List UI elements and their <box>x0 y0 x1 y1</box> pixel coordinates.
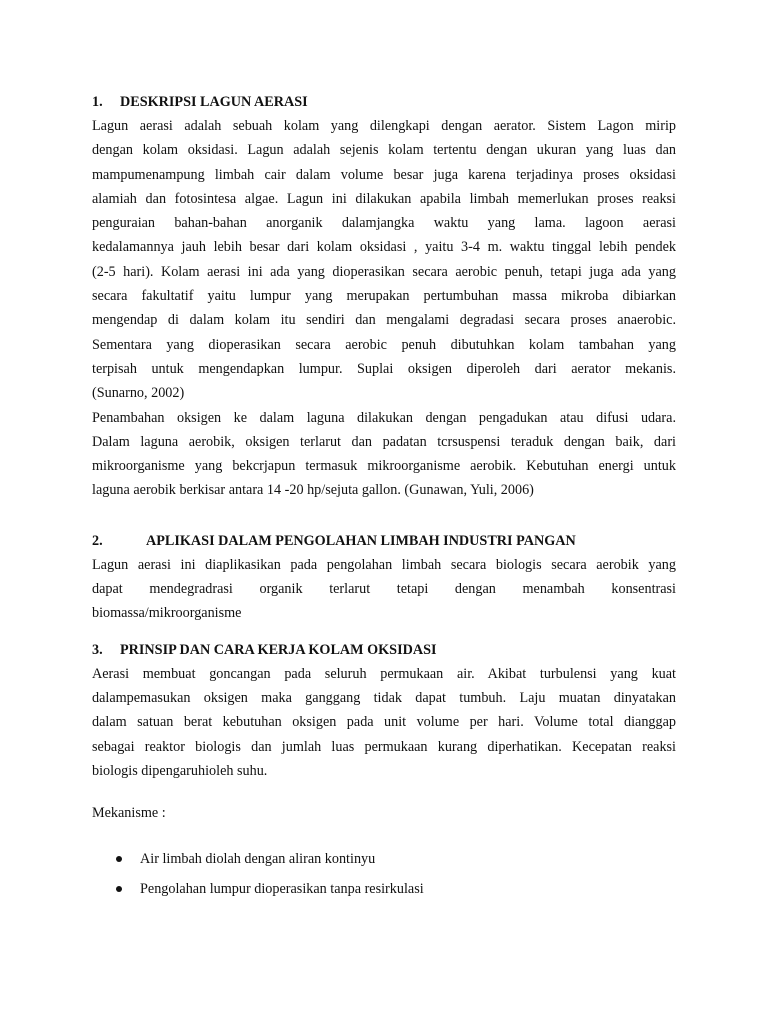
text-line: mampumenampung limbah cair dalam volume besar juga karena terjadinya proses oksidasi <box>92 166 676 183</box>
text-line: Sementara yang dioperasikan secara aerobic penuh dibutuhkan kolam tambahan yang <box>92 336 676 353</box>
section-1-heading <box>92 92 676 112</box>
section-3-title: PRINSIP DAN CARA KERJA KOLAM OKSIDASI <box>120 641 437 658</box>
document-page <box>92 92 676 904</box>
section-1-paragraph-2 <box>92 406 676 503</box>
text-line: dalam satuan berat kebutuhan oksigen pada unit volume per hari. Volume total dianggap <box>92 714 676 731</box>
text-line: penguraian bahan-bahan anorganik dalamjangka waktu yang lama. lagoon aerasi <box>92 215 676 232</box>
text-line: Dalam laguna aerobik, oksigen terlarut dan padatan tcrsuspensi teraduk dengan baik, dari <box>92 433 676 450</box>
list-item-text: Air limbah diolah dengan aliran kontinyu <box>140 851 376 868</box>
text-line: alamiah dan fotosintesa algae. Lagun ini dilakukan apabila limbah memerlukan proses reaksi <box>92 190 676 207</box>
text-line: Penambahan oksigen ke dalam laguna dilakukan dengan pengadukan atau difusi udara. <box>92 409 676 426</box>
bullet-icon <box>116 856 122 862</box>
section-1-number: 1. <box>92 94 103 110</box>
section-2-number: 2. <box>92 532 103 549</box>
text-line: sebagai reaktor biologis dan jumlah luas permukaan kurang diperhatikan. Kecepatan reaksi <box>92 738 676 755</box>
text-line: secara fakultatif yaitu lumpur yang merupakan pertumbuhan massa mikroba dibiarkan <box>92 288 676 305</box>
list-item-text: Pengolahan lumpur dioperasikan tanpa resirkulasi <box>140 881 424 898</box>
text-line: dengan kolam oksidasi. Lagun adalah sejenis kolam tertentu dengan ukuran yang luas dan <box>92 142 676 159</box>
text-line: laguna aerobik berkisar antara 14 -20 hp/sejuta gallon. (Gunawan, Yuli, 2006) <box>92 482 534 499</box>
text-line: kedalamannya jauh lebih besar dari kolam oksidasi , yaitu 3-4 m. waktu tinggal lebih pendek <box>92 239 676 256</box>
section-1-paragraph-1 <box>92 114 676 406</box>
section-2-paragraph-1 <box>92 553 676 626</box>
section-2-title: APLIKASI DALAM PENGOLAHAN LIMBAH INDUSTRI PANGAN <box>146 532 576 549</box>
text-line: biomassa/mikroorganisme <box>92 605 242 622</box>
mekanisme-list <box>92 844 676 904</box>
text-line: dalampemasukan oksigen maka ganggang tidak dapat tumbuh. Laju muatan dinyatakan <box>92 689 676 706</box>
text-line: mengendap di dalam kolam itu sendiri dan mengalami degradasi secara proses anaerobic. <box>92 312 676 329</box>
text-line: biologis dipengaruhioleh suhu. <box>92 762 268 779</box>
text-line: mikroorganisme yang bekcrjapun termasuk mikroorganisme aerobik. Kebutuhan energi untuk <box>92 458 676 475</box>
list-item <box>92 844 676 874</box>
text-line: Lagun aerasi adalah sebuah kolam yang dilengkapi dengan aerator. Sistem Lagon mirip <box>92 118 676 134</box>
text-line: (Sunarno, 2002) <box>92 385 185 402</box>
section-1-title: DESKRIPSI LAGUN AERASI <box>120 94 308 110</box>
list-item <box>92 874 676 904</box>
mekanisme-label: Mekanisme : <box>92 805 166 822</box>
text-line: Lagun aerasi ini diaplikasikan pada pengolahan limbah secara biologis secara aerobik yang <box>92 556 676 573</box>
section-3-paragraph-1 <box>92 662 676 783</box>
bullet-icon <box>116 886 122 892</box>
section-3-number: 3. <box>92 641 103 658</box>
text-line: Aerasi membuat goncangan pada seluruh permukaan air. Akibat turbulensi yang kuat <box>92 665 676 682</box>
text-line: dapat mendegradrasi organik terlarut tetapi dengan menambah konsentrasi <box>92 581 676 598</box>
text-line: terpisah untuk mengendapkan lumpur. Suplai oksigen diperoleh dari aerator mekanis. <box>92 360 676 377</box>
text-line: (2-5 hari). Kolam aerasi ini ada yang dioperasikan secara aerobic penuh, tetapi juga ada yang <box>92 263 676 280</box>
section-2-heading <box>92 531 676 551</box>
section-3-heading <box>92 640 676 660</box>
